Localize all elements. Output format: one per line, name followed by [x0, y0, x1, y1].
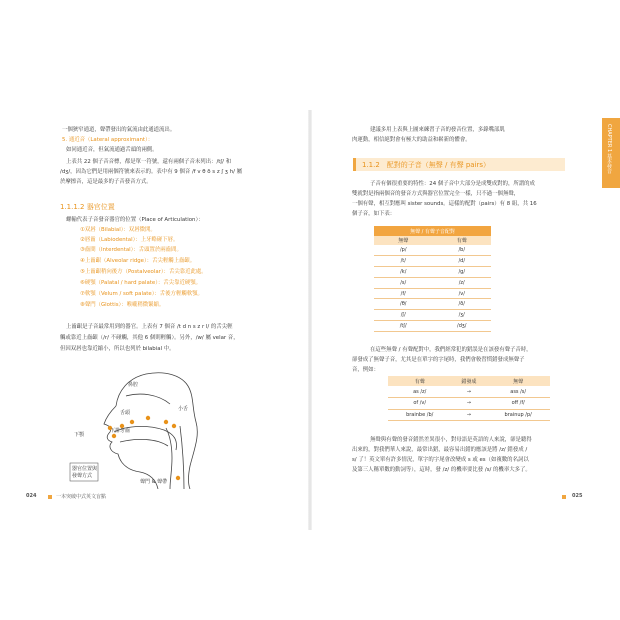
left-line-8: 上齒齦是子音最常用到的器官。上表有 7 個音 /t d n s z r l/ 的舌尖輕 — [66, 324, 233, 330]
table-row — [374, 267, 491, 278]
right-para1-1: 子音有個很重要的特性：24 個子音中大部分是成雙成對的，所謂的成 — [370, 181, 535, 187]
organ-item-6: ⑥硬顎（Palatal / hard palate）：舌尖靠近硬顎。 — [80, 280, 202, 286]
table-cell: → — [451, 386, 486, 398]
table-cell: /ʒ/ — [433, 310, 492, 321]
left-line-4: 上表共 22 個子音音標，都是單一符號，還有兩個子音未列出：/tʃ/ 和 — [66, 159, 232, 165]
left-line-2: 5. 通近音（Lateral approximant）： — [62, 137, 154, 143]
left-line-9: 觸或靠近上齒齦（/r/ 不碰觸，其他 6 個則輕觸）。另外，/w/ 屬 velar 音， — [60, 335, 239, 341]
fig-label-tongue: 舌頭 — [120, 410, 131, 416]
left-line-10: 但因双唇也靠近縮小，所以也列於 bilabial 中。 — [60, 346, 175, 352]
right-para3-3: s/ 了！英文單有許多情況，單字的字尾會改變成 s 或 es（如複數的名詞以 — [352, 457, 529, 463]
table-cell: /g/ — [433, 267, 492, 278]
left-line-3: 如同通近音，但氣流通過舌頭的兩側。 — [66, 147, 158, 153]
table-row — [388, 409, 550, 421]
fig-label-legend-1: 器官位置與 — [72, 466, 98, 472]
table-cell: /ð/ — [433, 299, 492, 310]
right-para2-2: 卻發成了無聲子音，尤其是在單字的字尾時，我們會較習慣錯發成無聲子 — [352, 357, 525, 363]
fig-label-glottis: 聲門 & 聲帶 — [140, 479, 168, 485]
organ-item-2: ②唇齒（Labiodental）：上牙略碰下唇。 — [80, 237, 179, 243]
table-cell: /t/ — [374, 256, 433, 267]
table-row — [374, 245, 491, 256]
table-cell: brainbe /b/ — [388, 409, 451, 421]
table-row — [388, 398, 550, 410]
table-cell: → — [451, 398, 486, 410]
organ-item-3: ③齒間（Interdental）：舌頭置於兩齒間。 — [80, 247, 182, 253]
table-cell: /z/ — [433, 277, 492, 288]
table-row — [374, 321, 491, 332]
right-para1-2: 雙就對是指兩個音的發音方式與器官位置完全一樣，只不過一個無聲， — [352, 191, 520, 197]
left-page-number: 024 — [26, 493, 37, 499]
right-section-heading-box — [353, 158, 565, 171]
table-cell: ass /s/ — [486, 386, 550, 398]
right-section-heading: 1.1.2 配對的子音（無聲 / 有聲 pairs） — [362, 161, 491, 169]
right-footer-marker — [562, 495, 566, 499]
pairs-header-voiced: 有聲 — [433, 236, 492, 245]
left-footer-marker — [48, 495, 52, 499]
pairs-table — [374, 226, 491, 332]
table-cell: off /f/ — [486, 398, 550, 410]
table-cell: /dʒ/ — [433, 321, 492, 332]
mistakes-table — [388, 376, 550, 421]
right-para2-1: 在這些無聲 / 有聲配對中，我們經常犯的錯誤是在該發有聲子音時， — [370, 347, 532, 353]
organ-item-4: ④上齒齦（Alveolar ridge）：舌尖輕觸上齒齦。 — [80, 258, 196, 264]
right-para3-4: 及第三人稱單數的動詞等），這時，發 /z/ 的機率要比發 /s/ 的機率大多了。 — [352, 467, 531, 473]
left-line-7: 螺輸代表子音發音器官的位置（Place of Articulation）： — [66, 217, 204, 223]
chapter-tab — [602, 118, 620, 188]
right-para3-1: 無聲與有聲的發音錯然差異很小，對母語是英語的人來說，卻是聽得 — [370, 437, 532, 443]
table-cell: of /v/ — [388, 398, 451, 410]
table-row — [374, 288, 491, 299]
organ-item-8: ⑧聲門（Glottis）：喉嚨稍微緊縮。 — [80, 302, 165, 308]
table-cell: /tʃ/ — [374, 321, 433, 332]
table-cell: /v/ — [433, 288, 492, 299]
table-cell: /ʃ/ — [374, 310, 433, 321]
table-row — [374, 277, 491, 288]
table-cell: /p/ — [374, 245, 433, 256]
right-page-number: 025 — [572, 493, 583, 499]
table-cell: brainup /p/ — [486, 409, 550, 421]
table-row — [374, 310, 491, 321]
table-row — [374, 299, 491, 310]
right-para3-2: 出來的，對我們華人來說，最常出錯，最容易出錯的應該是將 /z/ 錯發成 / — [352, 447, 528, 453]
table-cell: /b/ — [433, 245, 492, 256]
fig-label-uvula: 小舌 — [178, 406, 189, 412]
table-cell: /k/ — [374, 267, 433, 278]
right-para2-3: 音，例如： — [352, 367, 379, 373]
table-cell: → — [451, 409, 486, 421]
chapter-tab-label: CHAPTER 1 基本發音 — [606, 124, 612, 174]
left-section-heading: 1.1.1.2 器官位置 — [60, 203, 115, 211]
fig-label-jaw: 下顎 — [74, 432, 85, 438]
table-cell: /s/ — [374, 277, 433, 288]
fig-label-nasal: 鼻腔 — [128, 382, 139, 388]
vocal-tract-figure — [66, 366, 236, 489]
vocal-tract-diagram — [66, 366, 236, 489]
pairs-header-voiceless: 無聲 — [374, 236, 433, 245]
table-cell: as /z/ — [388, 386, 451, 398]
right-intro-2: 肉運動，相信絕對會有極大的助益和嶄新的體會。 — [352, 137, 471, 143]
table-cell: /f/ — [374, 288, 433, 299]
mistakes-header-voiceless: 無聲 — [486, 376, 550, 386]
fig-label-lower-teeth: 下排牙齒 — [110, 428, 131, 434]
table-row — [388, 386, 550, 398]
left-line-1: 一個狹窄通道，聲帶發出的氣流由此通道流出。 — [62, 127, 176, 133]
left-line-6: 於摩擦音，這是最多的子音發音方式。 — [60, 179, 152, 185]
organ-item-1: ①双唇（Bilabial）：双唇微開。 — [80, 227, 156, 233]
organ-item-7: ⑦軟顎（Velum / soft palate）：舌後方輕觸軟顎。 — [80, 291, 203, 297]
table-row — [374, 256, 491, 267]
right-intro-1: 建議多用上表與上圖來練習子音的發音位置，多錄嘴部肌 — [370, 127, 505, 133]
mistakes-header-mistaken: 錯發成 — [451, 376, 486, 386]
organ-item-5: ⑤上齒齦稍向後方（Postalveolar）：舌尖靠近此處。 — [80, 269, 207, 275]
pairs-table-title: 無聲 / 有聲子音配對 — [374, 226, 491, 236]
right-para1-4: 個子音，如下表： — [352, 211, 396, 217]
fig-label-legend-2: 發聲方式 — [72, 473, 93, 479]
right-para1-3: 一個有聲，相互對應叫 sister sounds。這樣的配對（pairs）有 8 組，共 16 — [352, 201, 537, 207]
table-cell: /d/ — [433, 256, 492, 267]
table-cell: /θ/ — [374, 299, 433, 310]
mistakes-header-voiced: 有聲 — [388, 376, 451, 386]
left-footer-title: 一本突破中式英文盲點 — [56, 494, 107, 500]
left-line-5: /dʒ/，因為它們是用兩個符號來表示的。表中有 9 個音 /f v θ ð s z ʃ ʒ h/ 屬 — [60, 169, 243, 175]
